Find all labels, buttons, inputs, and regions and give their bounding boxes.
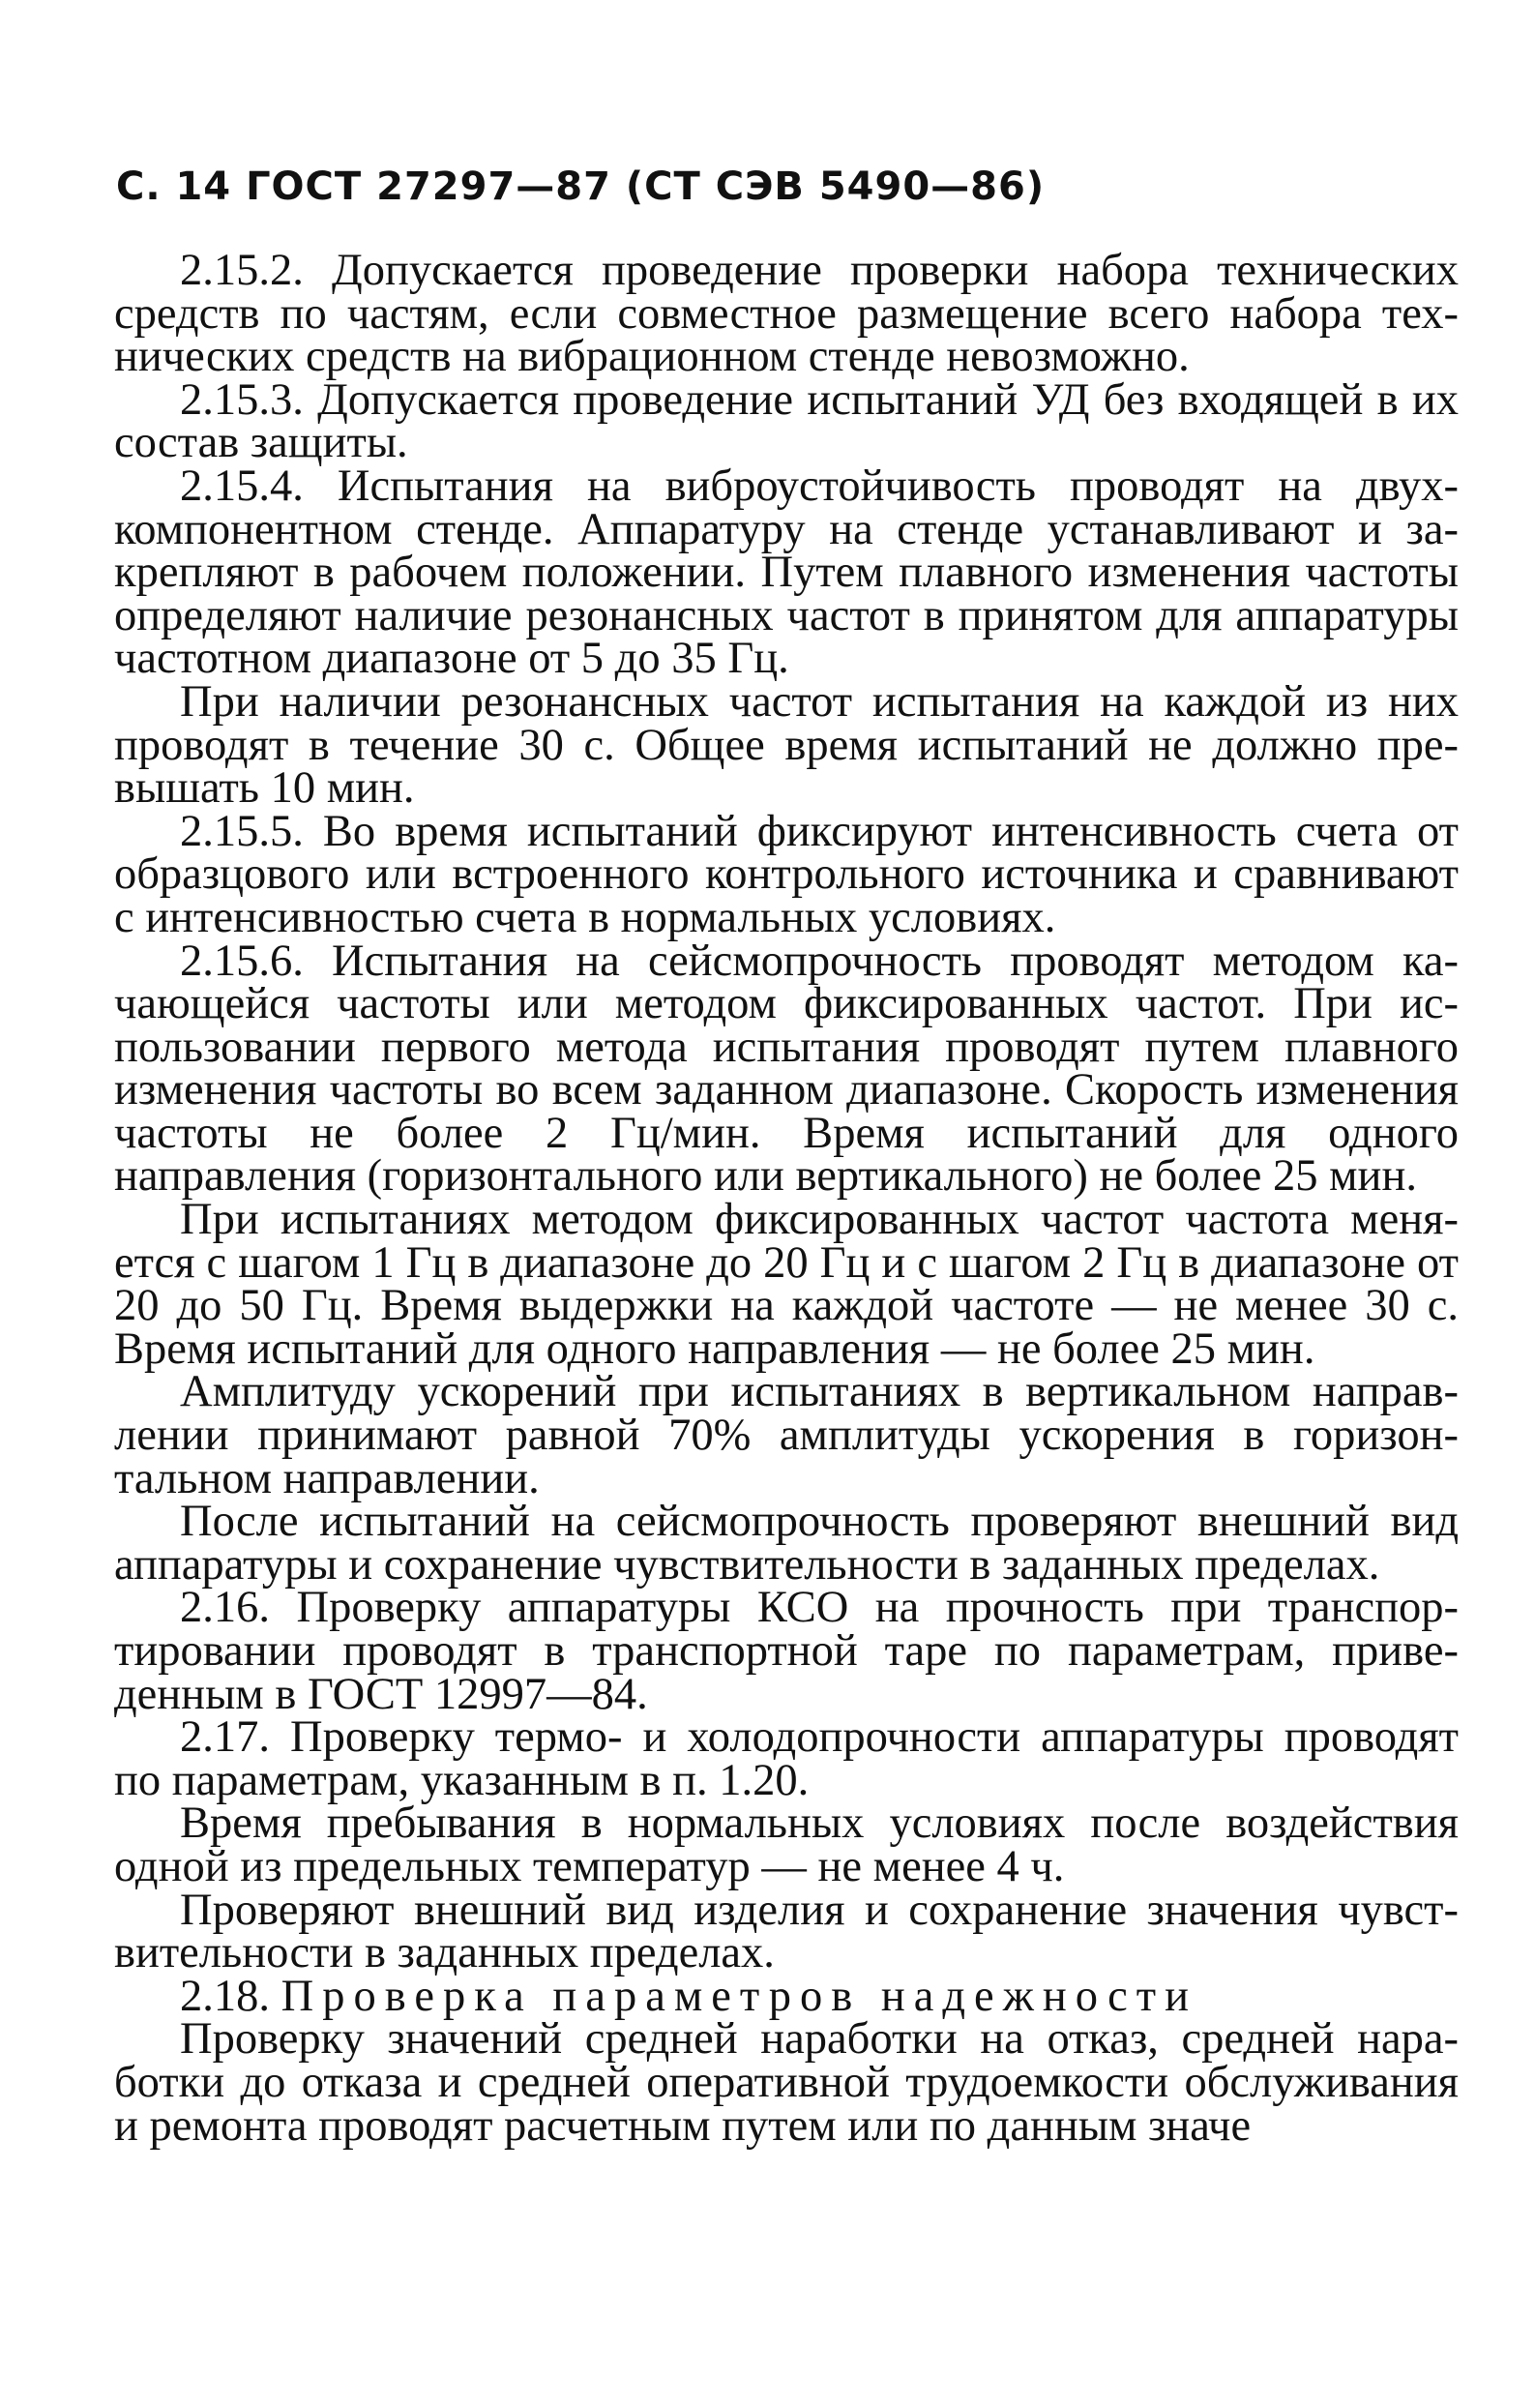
paragraph-normal-conditions: Время пребывания в нормальных условиях после воздействия одной из предельных температур — не менее 4 ч. — [114, 1799, 1459, 1891]
section-title: Проверка параметров надежности — [280, 1971, 1197, 2021]
page-header: С. 14 ГОСТ 27297—87 (СТ СЭВ 5490—86) — [116, 164, 1046, 209]
paragraph-2-15-6: 2.15.6. Испытания на сейсмопрочность проводят методом качающейся частоты или методом фиксированных частот. При использовании первого метода испытания проводят путем плавного изменения частоты во всем заданном диапазоне. Скорость изменения частоты не более 2 Гц/мин. Время испытаний для одного направления (горизонтального или вертикального) не более 25 мин. — [114, 936, 1459, 1202]
paragraph-2-17: 2.17. Проверку термо- и холодопрочности аппаратуры проводят по параметрам, указанным в п. 1.20. — [114, 1712, 1459, 1805]
section-number: 2.18. — [180, 1971, 270, 2021]
paragraph-reliability: Проверку значений средней наработки на отказ, средней наработки до отказа и средней оперативной трудоемкости обслуживания и ремонта проводят расчетным путем или по данным значе — [114, 2014, 1459, 2151]
paragraph-2-15-3: 2.15.3. Допускается проведение испытаний УД без входящей в их состав защиты. — [114, 374, 1459, 468]
paragraph-amplitude: Амплитуду ускорений при испытаниях в вертикальном направлении принимают равной 70% амплитуды ускорения в горизонтальном направлении. — [114, 1367, 1459, 1503]
paragraph-after-seismic: После испытаний на сейсмопрочность проверяют внешний вид аппаратуры и сохранение чувствительности в заданных пределах. — [114, 1497, 1459, 1590]
section-heading-2-18 — [114, 1971, 1459, 2021]
document-body — [114, 246, 1459, 2151]
paragraph-2-16: 2.16. Проверку аппаратуры КСО на прочность при транспортировании проводят в транспортной таре по параметрам, приведенным в ГОСТ 12997—84. — [114, 1583, 1459, 1719]
paragraph-2-15-2: 2.15.2. Допускается проведение проверки набора технических средств по частям, если совместное размещение всего набора технических средств на вибрационном стенде невозможно. — [114, 246, 1459, 382]
paragraph-2-15-4: 2.15.4. Испытания на виброустойчивость проводят на двухкомпонентном стенде. Аппаратуру на стенде устанавливают и закрепляют в рабочем положении. Путем плавного изменения частоты определяют наличие резонансных частот в принятом для аппаратуры частотном диапазоне от 5 до 35 Гц. — [114, 461, 1459, 684]
paragraph-2-15-5: 2.15.5. Во время испытаний фиксируют интенсивность счета от образцового или встроенного контрольного источника и сравнивают с интенсивностью счета в нормальных условиях. — [114, 806, 1459, 942]
paragraph-visual-check: Проверяют внешний вид изделия и сохранение значения чувствительности в заданных пределах. — [114, 1885, 1459, 1978]
paragraph-resonance: При наличии резонансных частот испытания на каждой из них проводят в течение 30 с. Общее время испытаний не должно превышать 10 мин. — [114, 676, 1459, 814]
paragraph-fixed-frequencies: При испытаниях методом фиксированных частот частота меняется с шагом 1 Гц в диапазоне до 20 Гц и с шагом 2 Гц в диапазоне от 20 до 50 Гц. Время выдержки на каждой частоте — не менее 30 с. Время испытаний для одного направления — не более 25 мин. — [114, 1195, 1459, 1374]
